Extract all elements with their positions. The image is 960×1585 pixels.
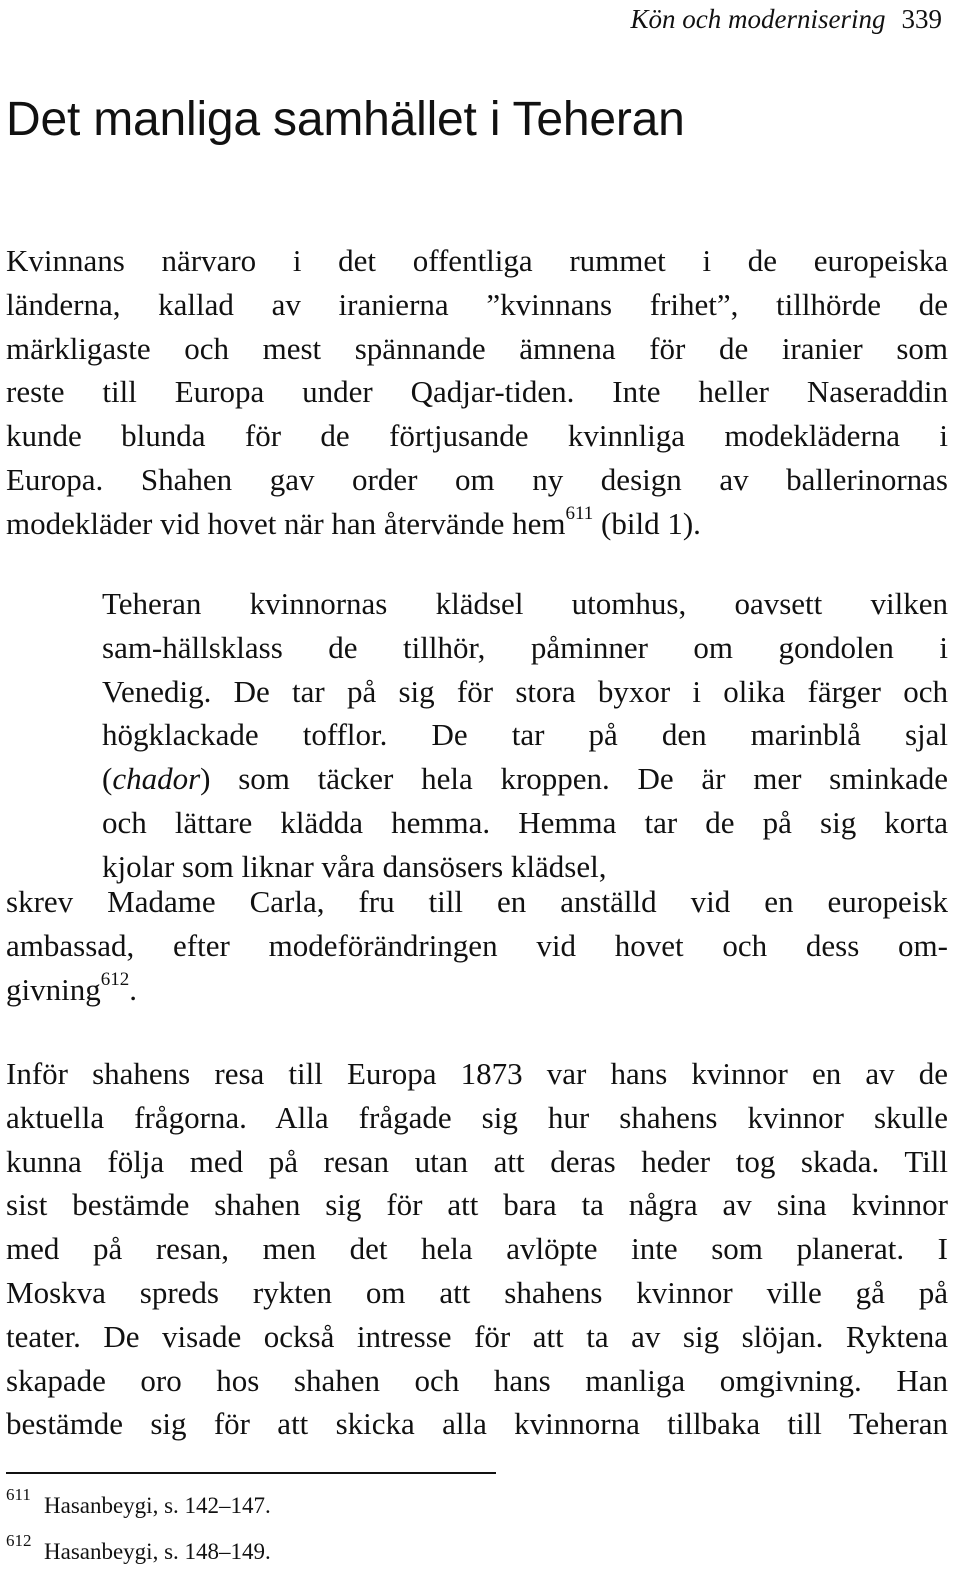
text-line: Kvinnans närvaro i det offentliga rummet i de europeiska [6, 243, 948, 278]
quote-line: högklackade tofflor. De tar på den marinblå sjal [102, 717, 948, 753]
footnote-number: 612 [6, 1531, 32, 1550]
quote-line: Venedig. De tar på sig för stora byxor i olika färger och [102, 673, 948, 709]
text-line: skrev Madame Carla, fru till en anställd vid en europeisk [6, 884, 948, 919]
running-header [631, 2, 942, 36]
text-fragment: ( [102, 761, 113, 797]
quote-line: och lättare klädda hemma. Hemma tar de på sig korta [102, 804, 948, 840]
footnotes [6, 1484, 271, 1576]
running-title: Kön och modernisering [630, 4, 886, 34]
text-line: Inför shahens resa till Europa 1873 var hans kvinnor en av de [6, 1056, 948, 1091]
block-quote [102, 582, 948, 889]
footnote-number: 611 [6, 1485, 31, 1504]
footnote-reference[interactable]: 611 [565, 503, 594, 525]
footnote-separator [6, 1472, 496, 1474]
text-line: med på resan, men det hela avlöpte inte som planerat. I [6, 1231, 948, 1267]
text-line: bestämde sig för att skicka alla kvinnorna tillbaka till Teheran [6, 1406, 948, 1442]
text-line: sist bestämde shahen sig för att bara ta några av sina kvinnor [6, 1187, 948, 1223]
body-paragraph [6, 1052, 948, 1446]
text-fragment: (bild 1). [593, 505, 701, 541]
text-fragment: modekläder vid hovet när han återvände hem [6, 505, 566, 541]
text-fragment: . [129, 971, 137, 1007]
text-fragment: givning [6, 971, 101, 1007]
quote-line: kjolar som liknar våra dansösers klädsel, [102, 848, 607, 884]
text-fragment: ) som täcker hela kroppen. De är mer sminkade [200, 761, 948, 797]
footnote [6, 1484, 271, 1530]
body-paragraph [6, 239, 948, 546]
text-line: reste till Europa under Qadjar-tiden. Inte heller Naseraddin [6, 374, 948, 410]
body-paragraph [6, 880, 948, 1011]
text-line: teater. De visade också intresse för att ta av sig slöjan. Ryktena [6, 1318, 948, 1354]
footnote [6, 1530, 271, 1576]
italic-term: chador [112, 761, 201, 797]
text-line [6, 502, 948, 546]
chapter-title: Det manliga samhället i Teheran [6, 93, 685, 146]
text-line: Europa. Shahen gav order om ny design av ballerinornas [6, 461, 948, 497]
text-line: länderna, kallad av iranierna ”kvinnans frihet”, tillhörde de [6, 286, 948, 322]
text-line: ambassad, efter modeförändringen vid hovet och dess om- [6, 927, 948, 963]
quote-line: sam-hällsklass de tillhör, påminner om gondolen i [102, 629, 948, 665]
page-number: 339 [901, 4, 942, 34]
text-line: aktuella frågorna. Alla frågade sig hur shahens kvinnor skulle [6, 1099, 948, 1135]
text-line: skapade oro hos shahen och hans manliga omgivning. Han [6, 1362, 948, 1398]
quote-line: Teheran kvinnornas klädsel utomhus, oavsett vilken [102, 586, 948, 621]
text-line: kunna följa med på resan utan att deras heder tog skada. Till [6, 1143, 948, 1179]
text-line: Moskva spreds rykten om att shahens kvinnor ville gå på [6, 1274, 948, 1310]
footnote-text: Hasanbeygi, s. 148–149. [44, 1539, 271, 1564]
footnote-text: Hasanbeygi, s. 142–147. [44, 1493, 271, 1518]
text-line [6, 968, 948, 1012]
text-line: kunde blunda för de förtjusande kvinnliga modekläderna i [6, 418, 948, 454]
quote-line [102, 757, 948, 801]
text-line: märkligaste och mest spännande ämnena för de iranier som [6, 330, 948, 366]
footnote-reference[interactable]: 612 [100, 969, 130, 991]
